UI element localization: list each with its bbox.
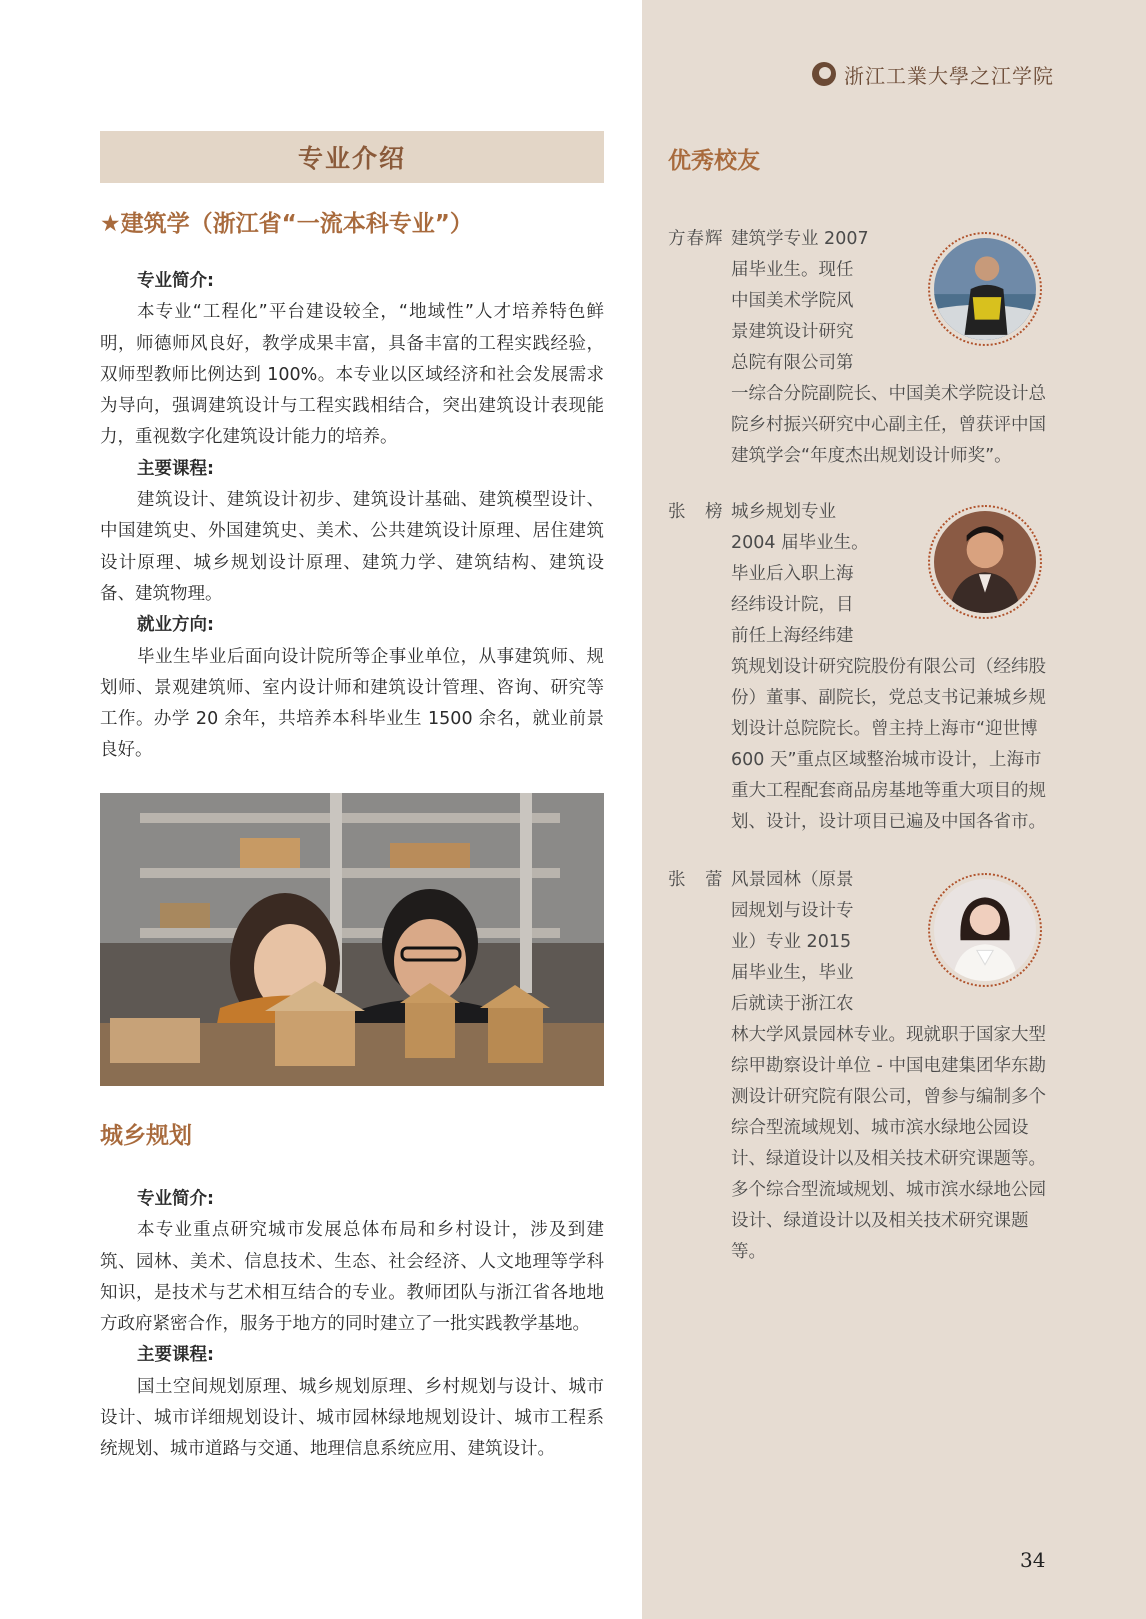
alumnus-name: 方春辉 [668,229,724,249]
courses-label: 主要课程: [137,1345,214,1366]
career-text: 毕业生毕业后面向设计院所等企事业单位，从事建筑师、规划师、景观建筑师、室内设计师和建筑设计管理、咨询、研究等工作。办学 20 余年，共培养本科毕业生 1500 余名，就业前景良好。 [100,646,604,761]
major-title-urban-planning: 城乡规划 [100,1123,192,1149]
alumnus-name: 张 蕾 [668,870,724,890]
section-title: 专业介绍 [297,144,406,173]
urban-planning-description [100,1184,604,1466]
alumnus-bio [731,865,1047,1268]
school-name: 浙江工業大學之江学院 [844,63,1054,88]
architecture-description [100,266,604,767]
section-header [100,131,604,183]
intro-label: 专业简介: [137,271,214,291]
page-number: 34 [1020,1548,1046,1572]
intro-text: 本专业重点研究城市发展总体布局和乡村设计，涉及到建筑、园林、美术、信息技术、生态、社会经济、人文地理等学科知识，是技术与艺术相互结合的专业。教师团队与浙江省各地地方政府紧密合作，服务于地方的同时建立了一批实践教学基地。 [100,1220,604,1335]
intro-label: 专业简介: [137,1189,214,1209]
courses-text: 国土空间规划原理、城乡规划原理、乡村规划与设计、城市设计、城市详细规划设计、城市园林绿地规划设计、城市工程系统规划、城市道路与交通、地理信息系统应用、建筑设计。 [100,1376,604,1460]
school-emblem-icon [812,62,836,86]
alumnus-bio-text: 城乡规划专业 2004 届毕业生。毕业后入职上海经纬设计院，目前任上海经纬建筑规划设计研究院股份有限公司（经纬股份）董事、副院长，党总支书记兼城乡规划设计总院院长。曾主持上海市“迎世博 600 天”重点区域整治城市设计，上海市重大工程配套商品房基地等重大项目的规划、设计，设计项目已遍及中国各省市。 [731,502,1046,832]
students-with-model-photo [100,793,604,1086]
alumnus-bio-text: 建筑学专业 2007 届毕业生。现任中国美术学院风景建筑设计研究总院有限公司第一综合分院副院长、中国美术学院设计总院乡村振兴研究中心副主任，曾获评中国建筑学会“年度杰出规划设计师奖”。 [731,229,1046,466]
alumnus-bio [731,497,1047,838]
major-title-architecture: ★建筑学（浙江省“一流本科专业”） [100,211,473,237]
career-label: 就业方向: [137,615,214,636]
alumni-section-title: 优秀校友 [668,148,760,174]
alumnus-bio [731,224,1047,472]
courses-text: 建筑设计、建筑设计初步、建筑设计基础、建筑模型设计、中国建筑史、外国建筑史、美术、公共建筑设计原理、居住建筑设计原理、城乡规划设计原理、建筑力学、建筑结构、建筑设备、建筑物理。 [100,490,604,604]
school-logo [812,60,1054,88]
intro-text: 本专业“工程化”平台建设较全，“地域性”人才培养特色鲜明，师德师风良好，教学成果丰富，具备丰富的工程实践经验，双师型教师比例达到 100%。本专业以区域经济和社会发展需求为导向，强调建筑设计与工程实践相结合，突出建筑设计表现能力，重视数字化建筑设计能力的培养。 [100,302,604,448]
alumnus-name: 张 榜 [668,502,724,522]
alumnus-bio-text: 风景园林（原景园规划与设计专业）专业 2015 届毕业生，毕业后就读于浙江农林大学风景园林专业。现就职于国家大型综甲勘察设计单位 - 中国电建集团华东勘测设计研究院有限公司，曾参与编制多个综合型流域规划、城市滨水绿地公园设计、绿道设计以及相关技术研究课题等。多个综合型流域规划、城市滨水绿地公园设计、绿道设计以及相关技术研究课题等。 [731,870,1046,1262]
courses-label: 主要课程: [137,458,214,479]
